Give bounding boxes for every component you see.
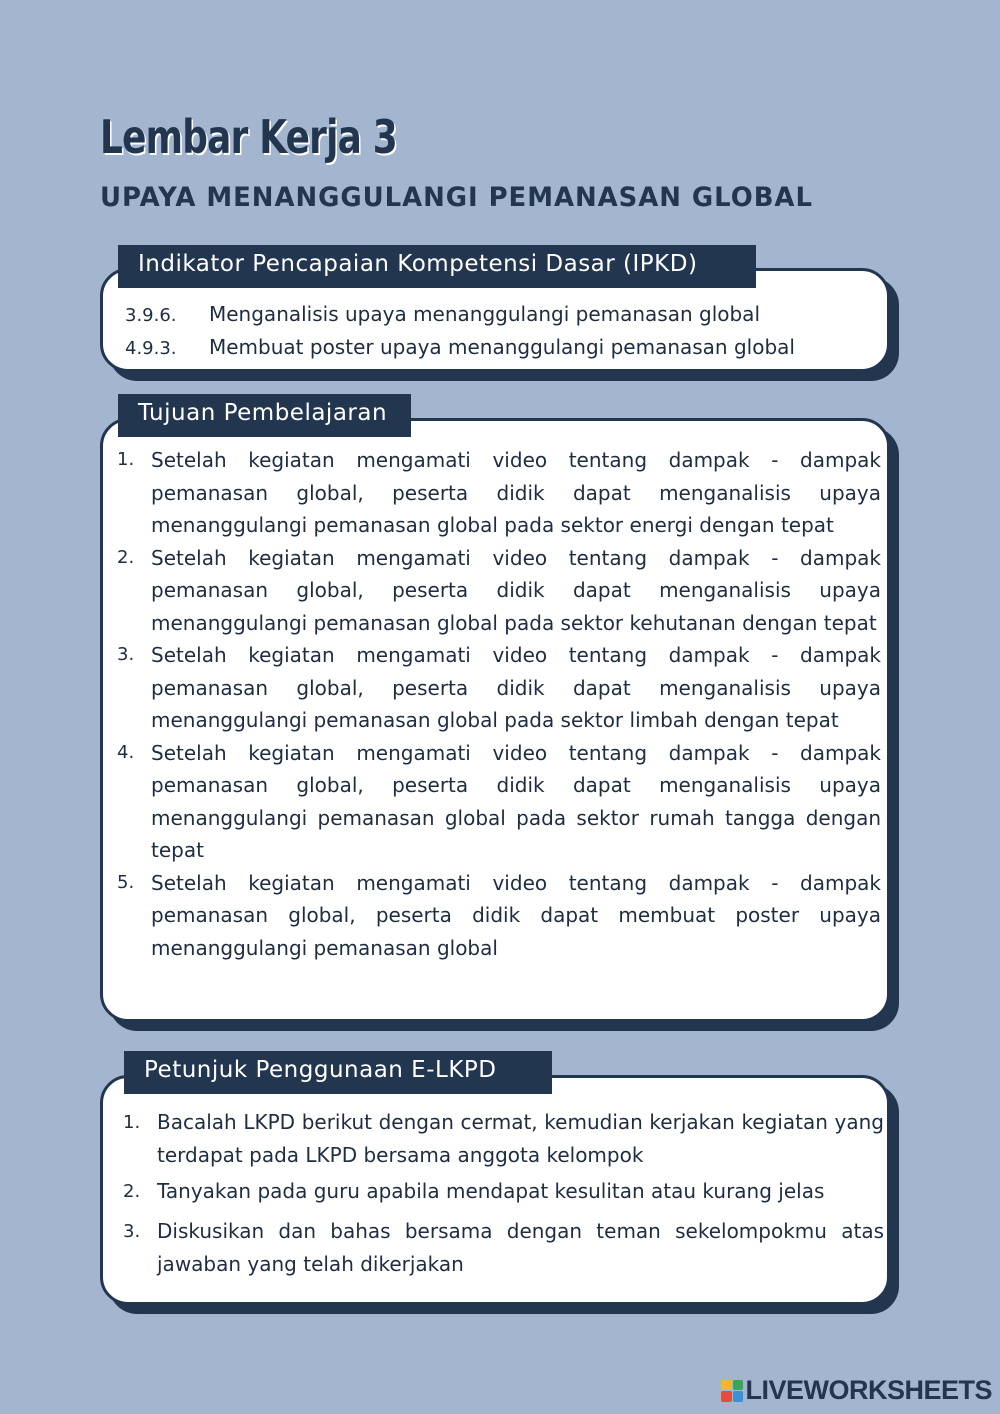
- petunjuk-heading: Petunjuk Penggunaan E-LKPD: [124, 1051, 552, 1094]
- list-item: [109, 1106, 884, 1172]
- list-item: [103, 867, 881, 965]
- tujuan-card: [100, 418, 890, 1022]
- tujuan-heading: Tujuan Pembelajaran: [118, 394, 411, 437]
- list-number: 3.: [123, 1221, 141, 1242]
- list-item: [103, 542, 881, 640]
- list-item: [103, 444, 881, 542]
- list-text: Setelah kegiatan mengamati video tentang dampak - dampak pemanasan global, peserta didik dapat menganalisis upaya menanggulangi pemanasan global pada sektor rumah tangga dengan tepat: [151, 740, 881, 862]
- ipkd-code: 3.9.6.: [125, 305, 177, 326]
- list-item: [109, 1215, 884, 1281]
- list-text: Bacalah LKPD berikut dengan cermat, kemudian kerjakan kegiatan yang terdapat pada LKPD bersama anggota kelompok: [157, 1110, 884, 1167]
- ipkd-item: [125, 335, 795, 359]
- list-number: 1.: [123, 1112, 141, 1133]
- ipkd-item: [125, 302, 760, 326]
- list-number: 3.: [117, 644, 135, 665]
- list-text: Setelah kegiatan mengamati video tentang dampak - dampak pemanasan global, peserta didik dapat membuat poster upaya menanggulangi pemanasan global: [151, 870, 881, 960]
- list-text: Diskusikan dan bahas bersama dengan teman sekelompokmu atas jawaban yang telah dikerjakan: [157, 1219, 884, 1276]
- list-item: [103, 737, 881, 867]
- list-text: Tanyakan pada guru apabila mendapat kesulitan atau kurang jelas: [157, 1179, 825, 1203]
- list-item: [103, 639, 881, 737]
- logo-square: [733, 1391, 744, 1402]
- logo-square: [721, 1380, 732, 1391]
- list-number: 2.: [123, 1181, 141, 1202]
- list-number: 1.: [117, 449, 135, 470]
- ipkd-code: 4.9.3.: [125, 338, 177, 359]
- list-number: 4.: [117, 741, 135, 763]
- tujuan-list: [103, 444, 881, 964]
- petunjuk-list: [109, 1106, 884, 1281]
- liveworksheets-logo-icon: [721, 1380, 743, 1402]
- logo-square: [733, 1380, 744, 1391]
- ipkd-text: Menganalisis upaya menanggulangi pemanasan global: [209, 302, 760, 326]
- petunjuk-card: [100, 1075, 890, 1305]
- ipkd-heading: Indikator Pencapaian Kompetensi Dasar (IPKD): [118, 245, 756, 288]
- list-item: [109, 1175, 884, 1208]
- list-text: Setelah kegiatan mengamati video tentang dampak - dampak pemanasan global, peserta didik dapat menganalisis upaya menanggulangi pemanasan global pada sektor kehutanan dengan tepat: [151, 545, 881, 635]
- page-title: Lembar Kerja 3: [100, 110, 397, 164]
- page-subtitle: UPAYA MENANGGULANGI PEMANASAN GLOBAL: [100, 182, 813, 213]
- list-number: 2.: [117, 546, 135, 568]
- watermark-text: LIVEWORKSHEETS: [745, 1375, 992, 1405]
- ipkd-text: Membuat poster upaya menanggulangi pemanasan global: [209, 335, 795, 359]
- logo-square: [721, 1391, 732, 1402]
- list-text: Setelah kegiatan mengamati video tentang dampak - dampak pemanasan global, peserta didik dapat menganalisis upaya menanggulangi pemanasan global pada sektor energi dengan tepat: [151, 448, 881, 537]
- liveworksheets-watermark: [721, 1375, 992, 1406]
- list-text: Setelah kegiatan mengamati video tentang dampak - dampak pemanasan global, peserta didik dapat menganalisis upaya menanggulangi pemanasan global pada sektor limbah dengan tepat: [151, 643, 881, 732]
- list-number: 5.: [117, 871, 135, 893]
